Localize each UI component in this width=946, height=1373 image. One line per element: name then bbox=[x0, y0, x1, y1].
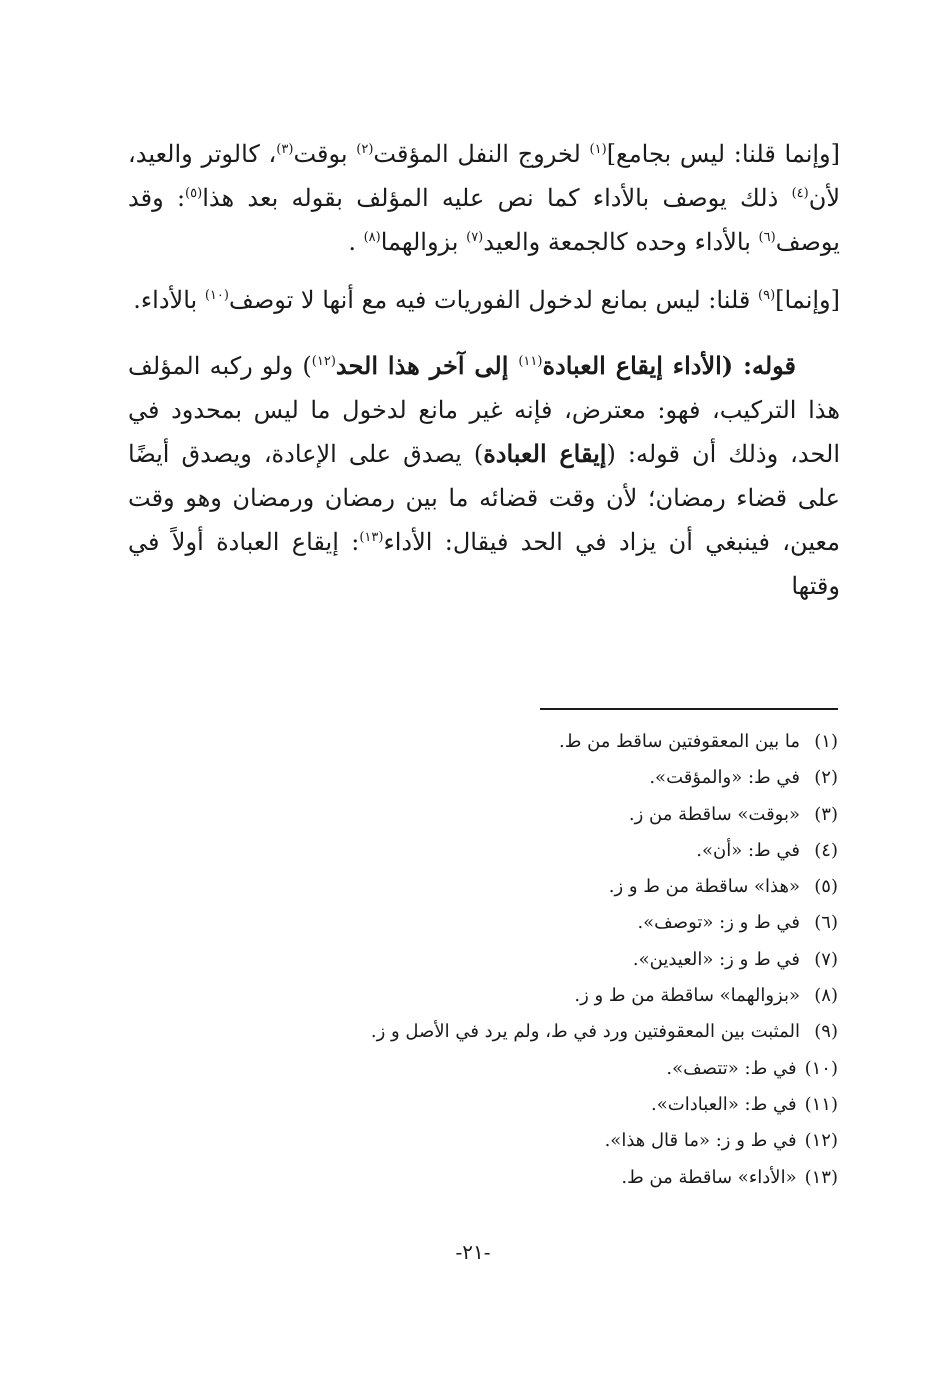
footnote-item bbox=[300, 833, 838, 869]
footnote-number: (١٢) bbox=[804, 1130, 838, 1152]
footnote-ref[interactable]: (٦) bbox=[758, 230, 776, 245]
text-run: بالأداء. bbox=[133, 286, 205, 314]
footnote-item bbox=[300, 760, 838, 796]
footnote-ref[interactable]: (١) bbox=[589, 142, 607, 157]
quoted-text: (الأداء إيقاع العبادة bbox=[542, 351, 734, 380]
footnote-text: في ط و ز: «ما قال هذا». bbox=[604, 1130, 797, 1152]
footnote-item bbox=[300, 869, 838, 905]
quoted-text: إلى آخر هذا الحد bbox=[335, 351, 519, 380]
footnote-item bbox=[300, 1014, 838, 1050]
footnote-item bbox=[300, 1087, 838, 1123]
footnote-ref[interactable]: (١١) bbox=[518, 354, 543, 369]
quoted-text: إيقاع العبادة bbox=[483, 439, 607, 468]
text-run: بالأداء وحده كالجمعة والعيد bbox=[483, 228, 759, 256]
text-run: ، كالوتر والعيد، لأن bbox=[128, 140, 841, 212]
text-run: ) يصدق على الإعادة، ويصدق أيضًا على قضاء رمضان؛ لأن وقت قضائه ما بين رمضان ورمضان وهو وقت معين، فينبغي أن يزاد في الحد فيقال: الأداء bbox=[128, 440, 841, 556]
footnote-text: «بوقت» ساقطة من ز. bbox=[628, 803, 800, 825]
footnote-text: في ط و ز: «العيدين». bbox=[632, 948, 800, 970]
footnote-number: (١٠) bbox=[804, 1057, 838, 1079]
footnote-ref[interactable]: (١٢) bbox=[311, 354, 336, 369]
footnote-ref[interactable]: (١٠) bbox=[204, 288, 229, 303]
text-run: : إيقاع العبادة أولاً في وقتها bbox=[128, 528, 840, 600]
footnote-text: «بزوالهما» ساقطة من ط و ز. bbox=[574, 985, 800, 1007]
paragraph-2 bbox=[128, 278, 840, 322]
footnote-number: (٣) bbox=[814, 803, 838, 825]
text-run: قلنا: ليس بمانع لدخول الفوريات فيه مع أنها لا توصف bbox=[228, 286, 758, 314]
footnote-divider bbox=[540, 708, 838, 710]
footnote-number: (٢) bbox=[814, 767, 838, 789]
footnote-text: ما بين المعقوفتين ساقط من ط. bbox=[559, 731, 800, 752]
text-run: بزوالهما bbox=[380, 228, 467, 256]
paragraph-3 bbox=[128, 344, 840, 608]
footnote-text: «هذا» ساقطة من ط و ز. bbox=[608, 876, 800, 898]
footnote-text: «الأداء» ساقطة من ط. bbox=[621, 1166, 797, 1188]
footnote-number: (١١) bbox=[804, 1093, 838, 1115]
footnote-number: (٧) bbox=[814, 948, 838, 970]
footnote-text: في ط: «تتصف». bbox=[666, 1057, 797, 1079]
paragraph-1 bbox=[128, 132, 840, 264]
footnote-item bbox=[300, 978, 838, 1014]
footnote-number: (٩) bbox=[814, 1021, 838, 1043]
footnote-ref[interactable]: (٧) bbox=[466, 230, 484, 245]
footnote-text: في ط: «والمؤقت». bbox=[649, 767, 800, 789]
text-run: ) ولو ركبه المؤلف هذا التركيب، فهو: معترض، فإنه غير مانع لدخول ما ليس بمحدود في الحد، وذلك أن قوله: ( bbox=[128, 352, 840, 468]
footnote-text: المثبت بين المعقوفتين ورد في ط، ولم يرد في الأصل و ز. bbox=[370, 1021, 800, 1043]
footnote-ref[interactable]: (٩) bbox=[758, 288, 776, 303]
footnote-number: (٦) bbox=[814, 912, 838, 934]
footnote-ref[interactable]: (٣) bbox=[276, 142, 294, 157]
footnote-ref[interactable]: (٥) bbox=[185, 186, 203, 201]
footnotes-list bbox=[300, 724, 838, 1196]
text-run: [وإنما قلنا: ليس بجامع] bbox=[606, 140, 841, 168]
page-number: -٢١- bbox=[455, 1240, 491, 1264]
footnote-ref[interactable]: (١٣) bbox=[359, 530, 384, 545]
footnote-number: (٨) bbox=[814, 985, 838, 1007]
footnote-item bbox=[300, 905, 838, 941]
footnote-number: (١٣) bbox=[804, 1166, 838, 1188]
footnote-ref[interactable]: (٢) bbox=[356, 142, 374, 157]
text-run: [وإنما] bbox=[775, 286, 840, 314]
footnote-text: في ط و ز: «توصف». bbox=[637, 912, 800, 934]
footnote-item bbox=[300, 1160, 838, 1196]
footnote-item bbox=[300, 724, 838, 760]
footnote-item bbox=[300, 1051, 838, 1087]
text-run: . bbox=[348, 228, 364, 256]
quote-label: قوله: bbox=[733, 351, 797, 380]
footnote-item bbox=[300, 942, 838, 978]
footnote-item bbox=[300, 1123, 838, 1159]
text-run: ذلك يوصف بالأداء كما نص عليه المؤلف بقوله بعد هذا bbox=[202, 184, 792, 212]
main-text bbox=[128, 132, 840, 622]
footnote-number: (٥) bbox=[814, 876, 838, 898]
footnote-ref[interactable]: (٨) bbox=[363, 230, 381, 245]
text-run: : وقد يوصف bbox=[128, 184, 840, 256]
text-run: بوقت bbox=[293, 140, 357, 168]
text-run: لخروج النفل المؤقت bbox=[373, 140, 590, 168]
footnote-text: في ط: «العبادات». bbox=[651, 1093, 797, 1115]
footnote-ref[interactable]: (٤) bbox=[791, 186, 809, 201]
footnote-text: في ط: «أن». bbox=[696, 839, 800, 861]
footnote-number: (١) bbox=[814, 731, 838, 752]
footnote-number: (٤) bbox=[814, 839, 838, 861]
footnote-item bbox=[300, 797, 838, 833]
